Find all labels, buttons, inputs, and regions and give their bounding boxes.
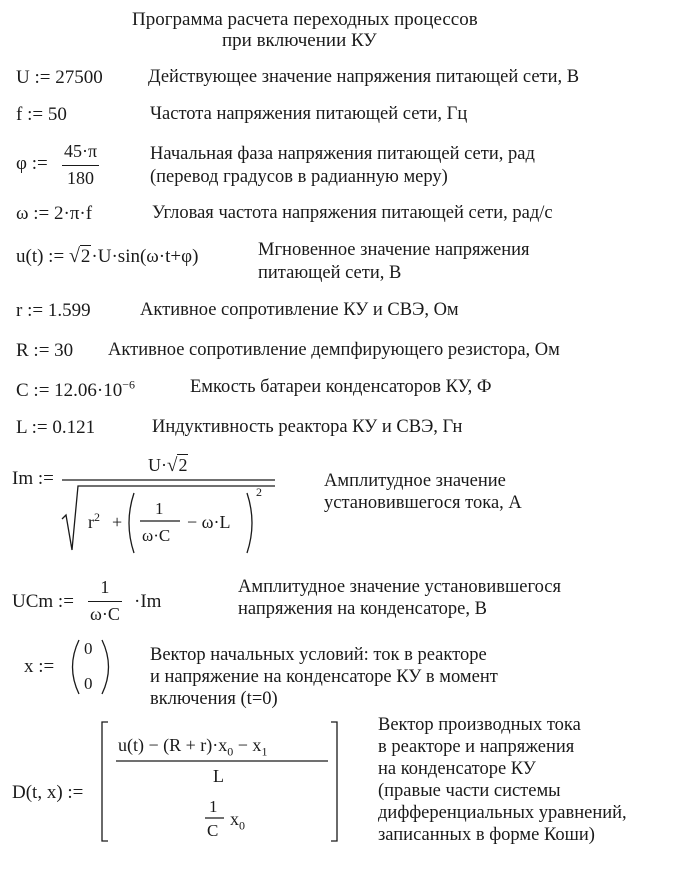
ut-label: u(t) := xyxy=(16,246,65,267)
ut-radicand: 2 xyxy=(80,246,91,267)
r-definition: r := 1.599 xyxy=(16,300,91,321)
L-definition: L := 0.121 xyxy=(16,417,96,438)
x-description-3: включения (t=0) xyxy=(150,689,278,709)
Im-description-1: Амплитудное значение xyxy=(324,471,506,491)
phi-description-2: (перевод градусов в радианную меру) xyxy=(150,167,448,187)
Im-description-2: установившегося тока, А xyxy=(324,493,522,513)
D-num1-sub1: 1 xyxy=(261,744,268,759)
D-numerator-1 xyxy=(118,735,268,759)
phi-denominator: 180 xyxy=(67,168,95,189)
D-x0-sub: 0 xyxy=(239,818,245,833)
C-description: Емкость батареи конденсаторов КУ, Ф xyxy=(190,377,492,397)
D-x0 xyxy=(230,809,245,833)
x-component-1: 0 xyxy=(84,639,93,658)
omega-description: Угловая частота напряжения питающей сети, рад/с xyxy=(152,203,553,223)
ut-expression: ·U·sin(ω·t+φ) xyxy=(91,246,199,267)
D-x0-var: x xyxy=(230,809,239,829)
D-right-bracket xyxy=(331,722,337,841)
u-definition: U := 27500 xyxy=(16,67,103,88)
D-description-3: на конденсаторе КУ xyxy=(378,759,536,779)
f-description: Частота напряжения питающей сети, Гц xyxy=(150,104,468,124)
C-label: C := 12.06·10 xyxy=(16,380,123,401)
Im-inner-denominator: ω·C xyxy=(142,526,171,545)
r-description: Активное сопротивление КУ и СВЭ, Ом xyxy=(140,300,459,320)
UCm-description-1: Амплитудное значение установившегося xyxy=(238,577,562,597)
C-exponent: −6 xyxy=(122,377,136,392)
Im-r-exp: 2 xyxy=(94,510,100,524)
D-num1-sub0: 0 xyxy=(227,744,234,759)
R-description: Активное сопротивление демпфирующего резистора, Ом xyxy=(108,340,560,360)
phi-description-1: Начальная фаза напряжения питающей сети, рад xyxy=(150,144,535,164)
D-num1-main: u(t) − (R + r)·x xyxy=(118,735,228,755)
D-description-4: (правые части системы xyxy=(378,781,561,801)
D-description-1: Вектор производных тока xyxy=(378,715,581,735)
x-label: x := xyxy=(24,656,55,677)
ut-description-2: питающей сети, В xyxy=(258,263,402,283)
D-denominator-1: L xyxy=(213,766,224,786)
Im-inner-numerator: 1 xyxy=(155,499,164,518)
x-component-2: 0 xyxy=(84,674,93,693)
Im-minus-omega-L: − ω·L xyxy=(187,512,231,532)
ut-description-1: Мгновенное значение напряжения xyxy=(258,240,530,260)
sqrt-sign: √ xyxy=(68,245,80,267)
UCm-label: UCm := xyxy=(12,591,74,612)
UCm-denominator: ω·C xyxy=(90,604,120,625)
D-denominator-2: C xyxy=(207,821,219,840)
D-numerator-2: 1 xyxy=(209,797,218,816)
D-num1-minus: − x xyxy=(233,735,262,755)
UCm-description-2: напряжения на конденсаторе, В xyxy=(238,599,487,619)
u-description: Действующее значение напряжения питающей сети, В xyxy=(148,67,580,87)
Im-outer-exponent: 2 xyxy=(256,485,262,499)
Im-numerator-radicand: 2 xyxy=(178,455,188,475)
title-line-1: Программа расчета переходных процессов xyxy=(132,9,478,30)
D-left-bracket xyxy=(102,722,108,841)
UCm-rest: ·Im xyxy=(134,591,162,612)
R-definition: R := 30 xyxy=(16,340,74,361)
L-description: Индуктивность реактора КУ и СВЭ, Гн xyxy=(152,417,463,437)
D-description-5: дифференциальных уравнений, xyxy=(378,803,627,823)
omega-definition: ω := 2·π·f xyxy=(16,203,93,224)
Im-numerator-pre: U· xyxy=(148,455,167,475)
x-description-2: и напряжение на конденсаторе КУ в момент xyxy=(150,667,498,687)
Im-label: Im := xyxy=(12,468,54,489)
D-description-6: записанных в форме Коши) xyxy=(378,825,595,845)
x-description-1: Вектор начальных условий: ток в реакторе xyxy=(150,645,487,665)
title-line-2: при включении КУ xyxy=(222,30,377,51)
D-description-2: в реакторе и напряжения xyxy=(378,737,575,757)
UCm-numerator: 1 xyxy=(100,577,110,597)
sqrt-sign: √ xyxy=(167,455,178,476)
phi-label: φ := xyxy=(16,153,48,174)
Im-r: r xyxy=(88,512,94,532)
phi-numerator: 45·π xyxy=(64,141,98,161)
D-label: D(t, x) := xyxy=(12,782,84,803)
Im-plus: + xyxy=(112,512,123,532)
f-definition: f := 50 xyxy=(16,104,67,125)
